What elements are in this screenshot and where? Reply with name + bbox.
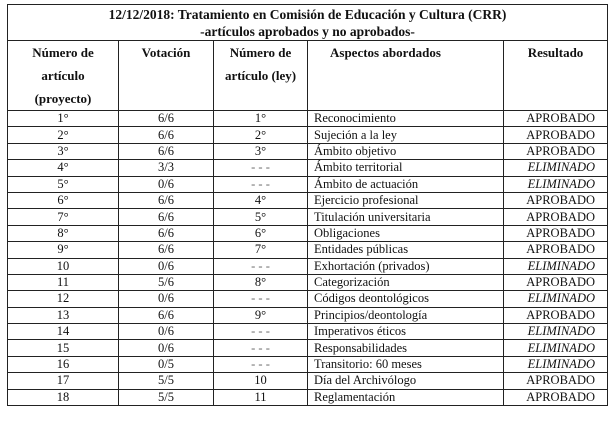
cell-resultado: APROBADO <box>504 373 608 389</box>
header-aspectos: Aspectos abordados <box>308 41 504 111</box>
cell-votacion: 0/6 <box>119 324 214 340</box>
table-row <box>8 242 608 258</box>
cell-articulo-ley: - - - <box>214 356 308 372</box>
cell-votacion: 0/5 <box>119 356 214 372</box>
cell-resultado: APROBADO <box>504 127 608 143</box>
articles-table <box>7 4 608 406</box>
cell-articulo-ley: 1° <box>214 111 308 127</box>
cell-articulo-ley: 2° <box>214 127 308 143</box>
cell-resultado: APROBADO <box>504 274 608 290</box>
header-ley-line1: Número de <box>229 45 292 60</box>
cell-resultado: ELIMINADO <box>504 324 608 340</box>
cell-votacion: 0/6 <box>119 340 214 356</box>
table-subtitle: -artículos aprobados y no aprobados- <box>8 24 608 41</box>
cell-resultado: APROBADO <box>504 192 608 208</box>
cell-articulo-ley: - - - <box>214 160 308 176</box>
cell-votacion: 6/6 <box>119 209 214 225</box>
table-row <box>8 356 608 372</box>
cell-resultado: APROBADO <box>504 209 608 225</box>
table-row <box>8 340 608 356</box>
cell-articulo-ley: 7° <box>214 242 308 258</box>
cell-votacion: 6/6 <box>119 307 214 323</box>
table-row <box>8 209 608 225</box>
cell-resultado: ELIMINADO <box>504 160 608 176</box>
cell-votacion: 6/6 <box>119 111 214 127</box>
cell-articulo-proyecto: 12 <box>8 291 119 307</box>
cell-articulo-proyecto: 9° <box>8 242 119 258</box>
cell-aspecto: Ámbito objetivo <box>308 143 504 159</box>
cell-articulo-ley: 3° <box>214 143 308 159</box>
header-proyecto-line2: artículo <box>41 68 85 83</box>
cell-votacion: 6/6 <box>119 225 214 241</box>
cell-articulo-ley: - - - <box>214 176 308 192</box>
cell-articulo-ley: 11 <box>214 389 308 405</box>
cell-aspecto: Titulación universitaria <box>308 209 504 225</box>
table-row <box>8 291 608 307</box>
cell-articulo-proyecto: 18 <box>8 389 119 405</box>
cell-articulo-ley: 9° <box>214 307 308 323</box>
cell-resultado: APROBADO <box>504 389 608 405</box>
cell-aspecto: Ámbito territorial <box>308 160 504 176</box>
cell-aspecto: Categorización <box>308 274 504 290</box>
cell-resultado: APROBADO <box>504 225 608 241</box>
cell-articulo-proyecto: 5° <box>8 176 119 192</box>
cell-aspecto: Exhortación (privados) <box>308 258 504 274</box>
table-row <box>8 127 608 143</box>
cell-articulo-proyecto: 2° <box>8 127 119 143</box>
table-row <box>8 176 608 192</box>
cell-articulo-proyecto: 11 <box>8 274 119 290</box>
cell-aspecto: Transitorio: 60 meses <box>308 356 504 372</box>
cell-articulo-proyecto: 4° <box>8 160 119 176</box>
cell-votacion: 6/6 <box>119 143 214 159</box>
cell-aspecto: Ámbito de actuación <box>308 176 504 192</box>
cell-aspecto: Día del Archivólogo <box>308 373 504 389</box>
table-body <box>8 111 608 406</box>
table-row <box>8 324 608 340</box>
cell-aspecto: Responsabilidades <box>308 340 504 356</box>
cell-votacion: 6/6 <box>119 127 214 143</box>
cell-aspecto: Reglamentación <box>308 389 504 405</box>
cell-resultado: ELIMINADO <box>504 291 608 307</box>
table-row <box>8 307 608 323</box>
cell-votacion: 5/5 <box>119 389 214 405</box>
document-table-wrapper <box>7 4 607 406</box>
cell-aspecto: Reconocimiento <box>308 111 504 127</box>
cell-articulo-proyecto: 10 <box>8 258 119 274</box>
header-resultado: Resultado <box>504 41 608 111</box>
cell-articulo-proyecto: 14 <box>8 324 119 340</box>
header-ley-line2: artículo (ley) <box>224 68 297 83</box>
header-votacion: Votación <box>119 41 214 111</box>
cell-resultado: ELIMINADO <box>504 356 608 372</box>
cell-resultado: APROBADO <box>504 307 608 323</box>
cell-articulo-ley: 6° <box>214 225 308 241</box>
cell-resultado: ELIMINADO <box>504 176 608 192</box>
table-row <box>8 111 608 127</box>
cell-articulo-proyecto: 13 <box>8 307 119 323</box>
cell-votacion: 0/6 <box>119 258 214 274</box>
header-articulo-ley <box>214 41 308 111</box>
cell-resultado: APROBADO <box>504 143 608 159</box>
cell-resultado: APROBADO <box>504 111 608 127</box>
cell-votacion: 6/6 <box>119 192 214 208</box>
cell-articulo-proyecto: 15 <box>8 340 119 356</box>
cell-articulo-ley: - - - <box>214 291 308 307</box>
cell-articulo-ley: 5° <box>214 209 308 225</box>
header-proyecto-line1: Número de <box>32 45 94 60</box>
cell-articulo-ley: 8° <box>214 274 308 290</box>
cell-aspecto: Códigos deontológicos <box>308 291 504 307</box>
table-row <box>8 274 608 290</box>
table-title: 12/12/2018: Tratamiento en Comisión de Educación y Cultura (CRR) <box>8 5 608 25</box>
cell-votacion: 0/6 <box>119 291 214 307</box>
cell-articulo-ley: - - - <box>214 324 308 340</box>
cell-aspecto: Ejercicio profesional <box>308 192 504 208</box>
cell-articulo-proyecto: 3° <box>8 143 119 159</box>
table-row <box>8 143 608 159</box>
cell-articulo-proyecto: 6° <box>8 192 119 208</box>
cell-articulo-ley: 10 <box>214 373 308 389</box>
cell-aspecto: Principios/deontología <box>308 307 504 323</box>
table-row <box>8 192 608 208</box>
cell-articulo-proyecto: 8° <box>8 225 119 241</box>
cell-articulo-proyecto: 7° <box>8 209 119 225</box>
cell-articulo-proyecto: 1° <box>8 111 119 127</box>
cell-resultado: ELIMINADO <box>504 340 608 356</box>
table-row <box>8 160 608 176</box>
table-row <box>8 258 608 274</box>
cell-aspecto: Entidades públicas <box>308 242 504 258</box>
cell-aspecto: Sujeción a la ley <box>308 127 504 143</box>
cell-aspecto: Obligaciones <box>308 225 504 241</box>
header-articulo-proyecto <box>8 41 119 111</box>
cell-votacion: 5/6 <box>119 274 214 290</box>
table-row <box>8 389 608 405</box>
cell-resultado: ELIMINADO <box>504 258 608 274</box>
cell-articulo-proyecto: 16 <box>8 356 119 372</box>
cell-aspecto: Imperativos éticos <box>308 324 504 340</box>
table-row <box>8 373 608 389</box>
cell-resultado: APROBADO <box>504 242 608 258</box>
cell-articulo-ley: 4° <box>214 192 308 208</box>
cell-votacion: 6/6 <box>119 242 214 258</box>
cell-votacion: 0/6 <box>119 176 214 192</box>
cell-articulo-proyecto: 17 <box>8 373 119 389</box>
header-proyecto-line3: (proyecto) <box>34 91 92 106</box>
cell-articulo-ley: - - - <box>214 340 308 356</box>
table-row <box>8 225 608 241</box>
cell-articulo-ley: - - - <box>214 258 308 274</box>
cell-votacion: 3/3 <box>119 160 214 176</box>
cell-votacion: 5/5 <box>119 373 214 389</box>
